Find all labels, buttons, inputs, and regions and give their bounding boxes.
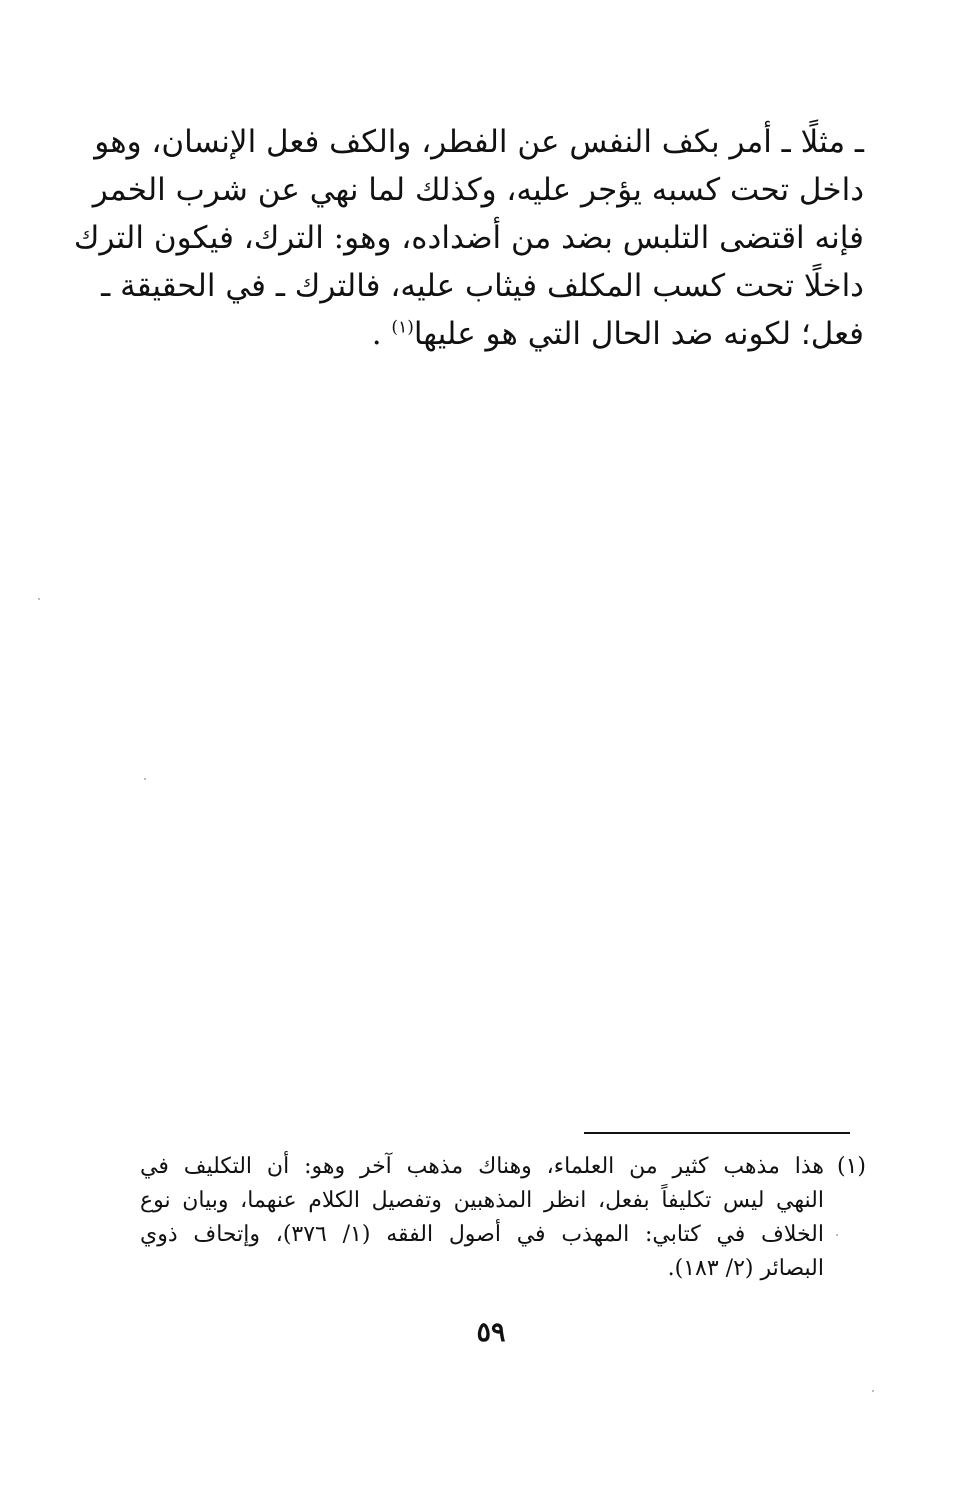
paragraph-line-2: داخل تحت كسبه يؤجر عليه، وكذلك لما نهي عن شرب الخمر: [92, 172, 864, 208]
scan-speck: [836, 1234, 838, 1236]
scan-speck: [38, 598, 40, 600]
paragraph-line-5: [140, 310, 864, 358]
paragraph-line-1: ـ مثلًا ـ أمر بكف النفس عن الفطر، والكف فعل الإنسان، وهو: [94, 124, 864, 160]
scan-speck: [872, 1390, 874, 1392]
footnote-line-4: البصائر (٢/ ١٨٣).: [667, 1256, 824, 1281]
paragraph-closing-period: .: [371, 316, 382, 352]
footnote-1: [140, 1150, 866, 1286]
page-number: ٥٩: [476, 1317, 506, 1348]
footnote-marker: (١): [836, 1154, 866, 1179]
footnote-reference[interactable]: (١): [391, 317, 414, 338]
main-paragraph: [73, 118, 864, 358]
paragraph-line-3: فإنه اقتضى التلبس بضد من أضداده، وهو: الترك، فيكون الترك: [73, 220, 864, 256]
scan-speck: [144, 778, 146, 780]
paragraph-line-5-text: فعل؛ لكونه ضد الحال التي هو عليها: [413, 316, 864, 352]
footnote-line-2: النهي ليس تكليفاً بفعل، انظر المذهبين وتفصيل الكلام عنهما، وبيان نوع: [140, 1188, 824, 1213]
footnote-line-1: هذا مذهب كثير من العلماء، وهناك مذهب آخر وهو: أن التكليف في: [140, 1154, 824, 1179]
footnote-line-3: الخلاف في كتابي: المهذب في أصول الفقه (١/ ٣٧٦)، وإتحاف ذوي: [140, 1222, 824, 1247]
footnotes-section: [140, 1150, 866, 1286]
paragraph-line-4: داخلًا تحت كسب المكلف فيثاب عليه، فالترك ـ في الحقيقة ـ: [101, 268, 864, 304]
footnote-separator: [584, 1132, 850, 1134]
